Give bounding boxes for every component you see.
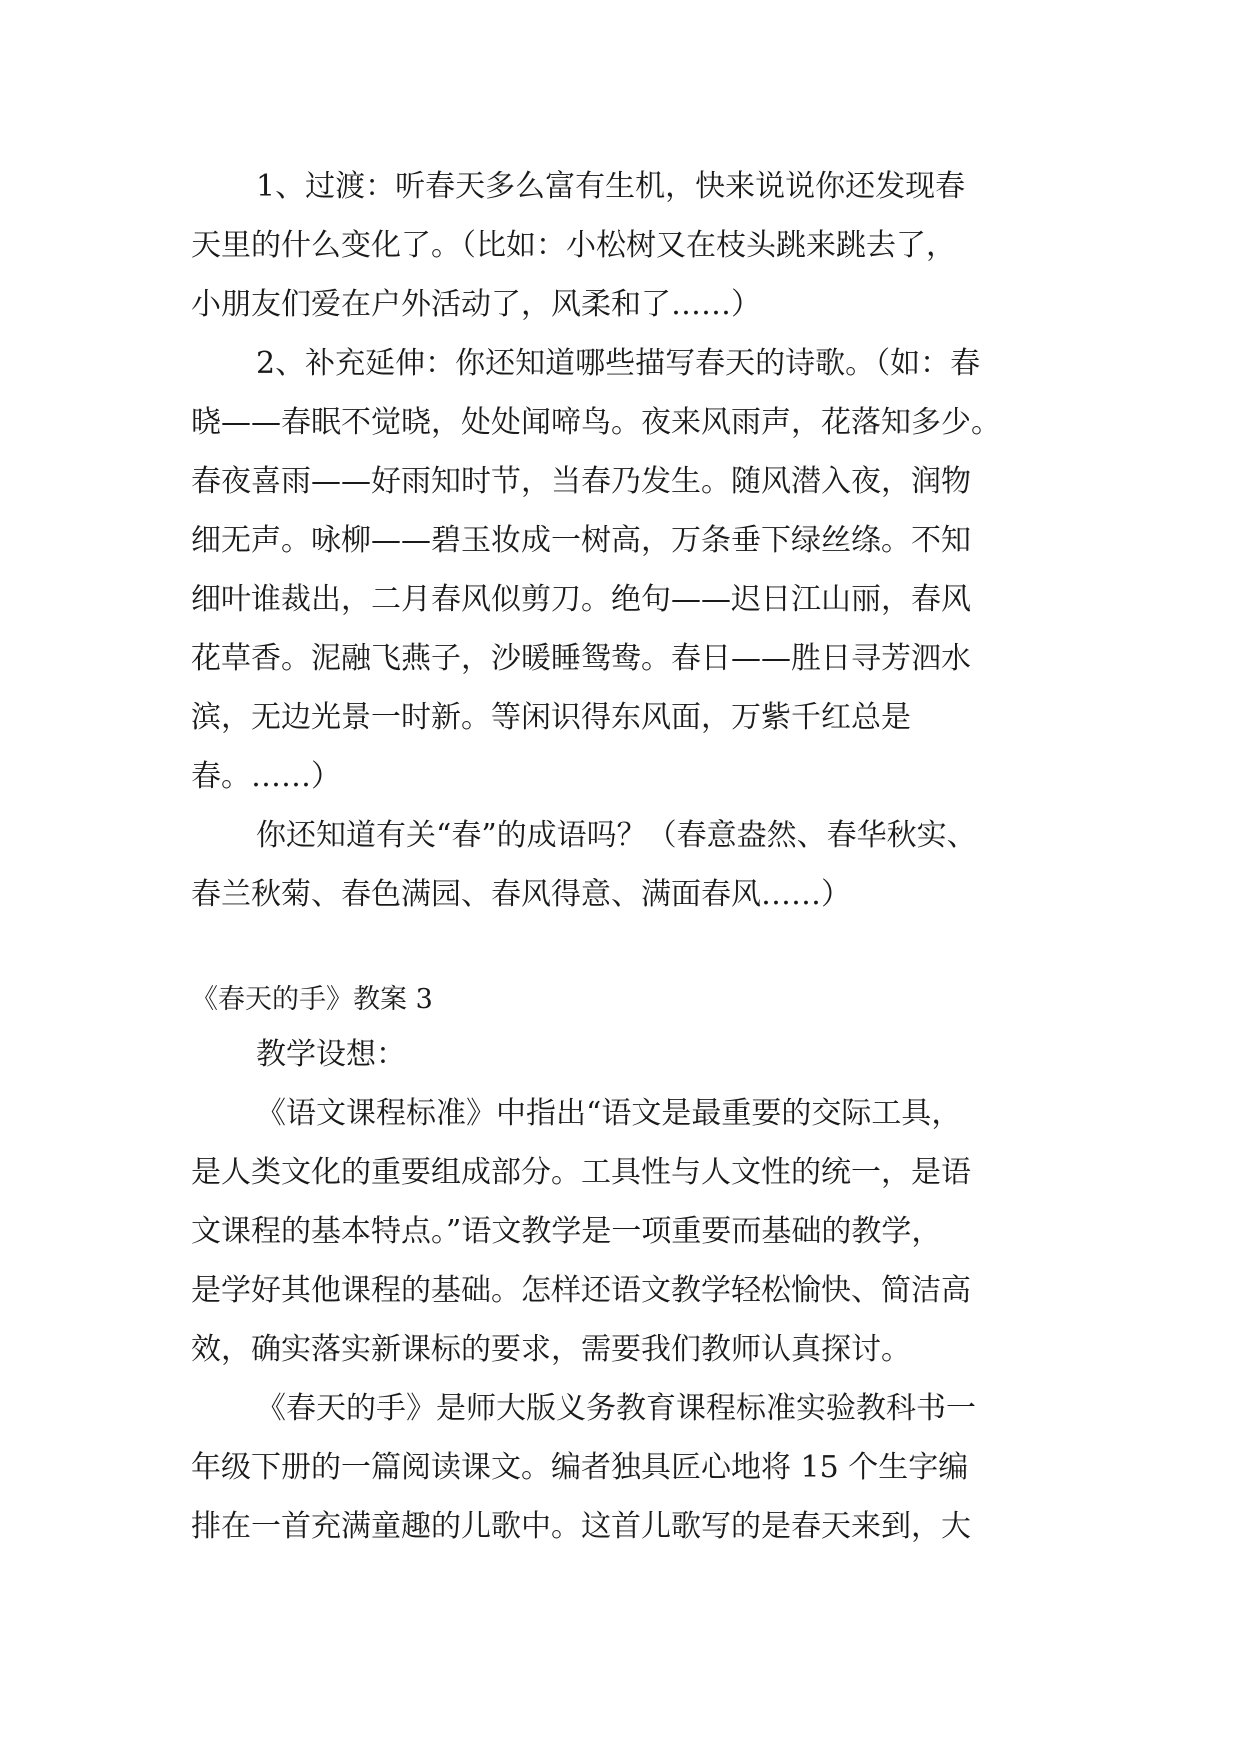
- text-line: 春兰秋菊、春色满园、春风得意、满面春风……）: [191, 877, 851, 912]
- text-line: 晓——春眠不觉晓，处处闻啼鸟。夜来风雨声，花落知多少。: [191, 405, 1001, 440]
- text-line: 文课程的基本特点。”语文教学是一项重要而基础的教学，: [191, 1214, 942, 1249]
- text-line: 滨，无边光景一时新。等闲识得东风面，万紫千红总是: [191, 700, 911, 735]
- text-line: 小朋友们爱在户外活动了，风柔和了……）: [191, 287, 761, 322]
- text-line: 细无声。咏柳——碧玉妆成一树高，万条垂下绿丝绦。不知: [191, 523, 971, 558]
- text-line: 春。……）: [191, 759, 341, 794]
- section-title: 《春天的手》教案 3: [191, 984, 433, 1015]
- text-line: 《语文课程标准》中指出“语文是最重要的交际工具，: [256, 1096, 962, 1131]
- text-line: 天里的什么变化了。（比如：小松树又在枝头跳来跳去了，: [191, 228, 956, 263]
- text-line: 效，确实落实新课标的要求，需要我们教师认真探讨。: [191, 1332, 911, 1367]
- text-line: 排在一首充满童趣的儿歌中。这首儿歌写的是春天来到，大: [191, 1509, 971, 1544]
- section-subtitle: 教学设想：: [256, 1037, 406, 1072]
- text-line: 你还知道有关“春”的成语吗？（春意盎然、春华秋实、: [256, 818, 977, 853]
- text-line: 《春天的手》是师大版义务教育课程标准实验教科书一: [256, 1391, 976, 1426]
- text-line: 1、过渡：听春天多么富有生机，快来说说你还发现春: [256, 169, 966, 204]
- text-line: 是学好其他课程的基础。怎样还语文教学轻松愉快、简洁高: [191, 1273, 971, 1308]
- text-line: 2、补充延伸：你还知道哪些描写春天的诗歌。（如：春: [256, 346, 981, 381]
- text-line: 是人类文化的重要组成部分。工具性与人文性的统一，是语: [191, 1155, 971, 1190]
- text-line: 春夜喜雨——好雨知时节，当春乃发生。随风潜入夜，润物: [191, 464, 971, 499]
- text-line: 花草香。泥融飞燕子，沙暖睡鸳鸯。春日——胜日寻芳泗水: [191, 641, 971, 676]
- text-line: 年级下册的一篇阅读课文。编者独具匠心地将 15 个生字编: [191, 1450, 969, 1485]
- text-line: 细叶谁裁出，二月春风似剪刀。绝句——迟日江山丽，春风: [191, 582, 971, 617]
